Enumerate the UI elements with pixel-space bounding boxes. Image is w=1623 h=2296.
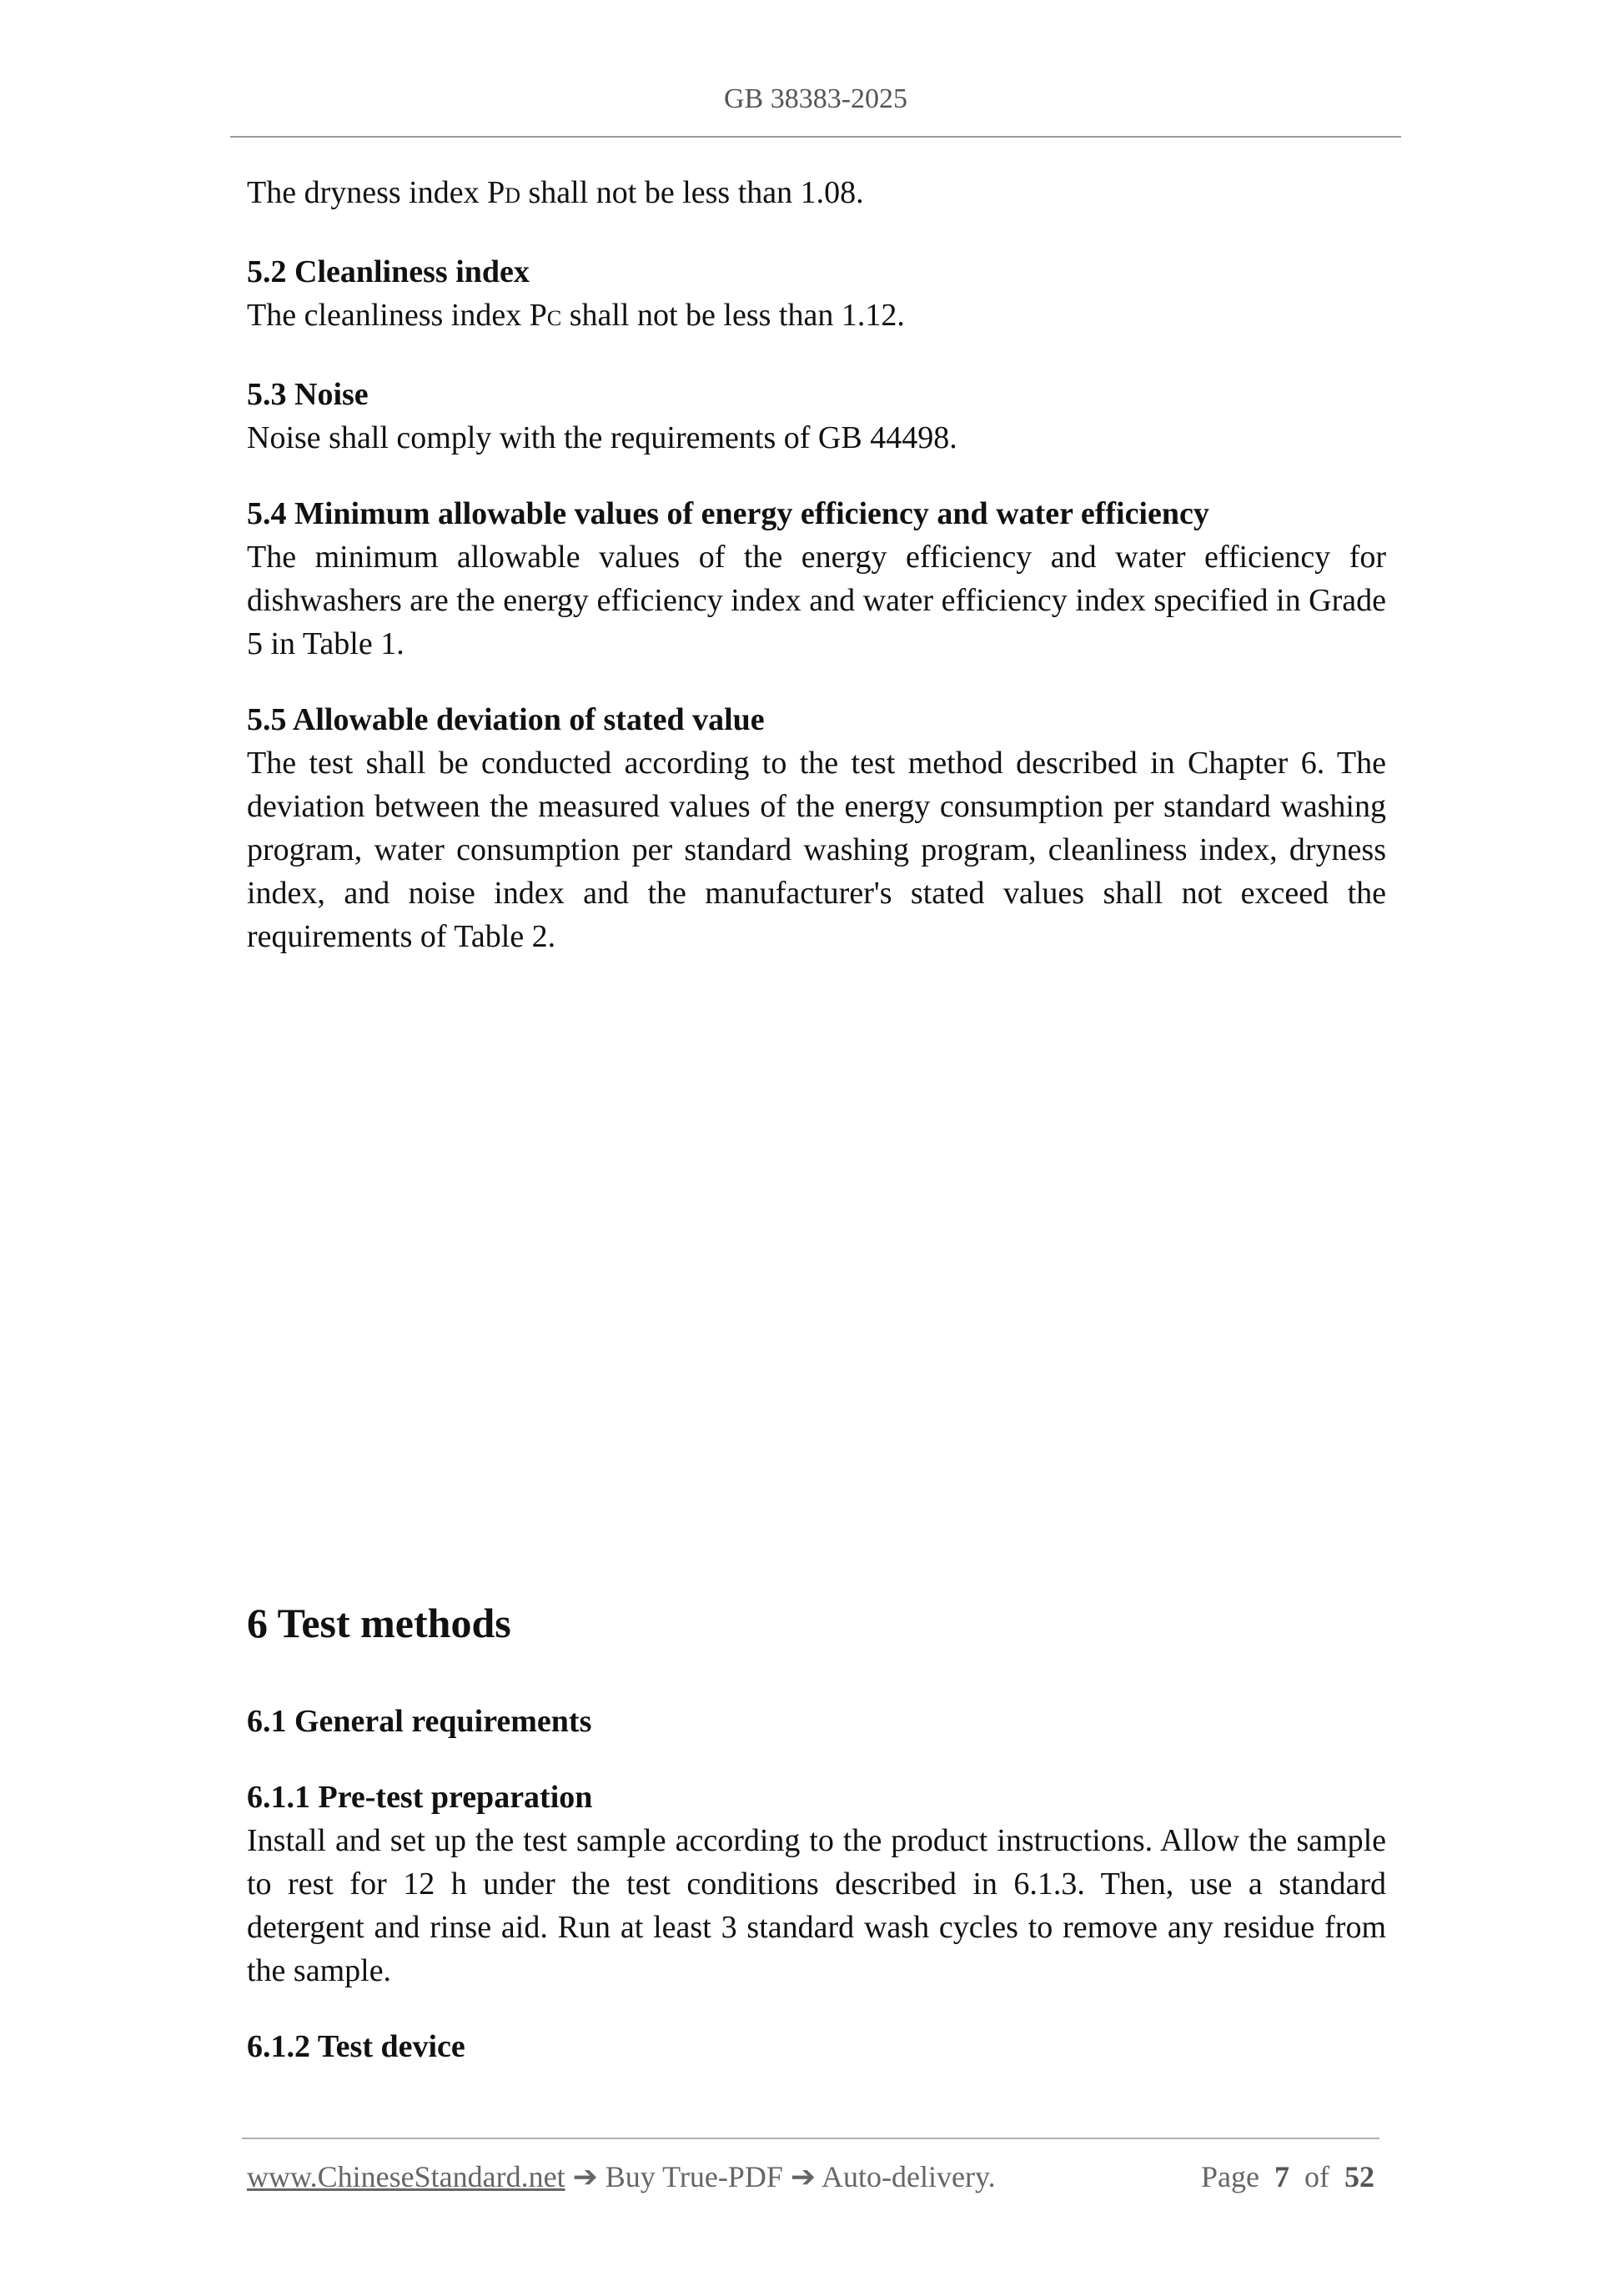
noise-paragraph: Noise shall comply with the requirements of GB 44498. — [247, 420, 957, 455]
pretest-paragraph: Install and set up the test sample according to the product instructions. Allow the sample to rest for 12 h under the test conditions described in 6.1.3. Then, use a standard detergent and rinse aid. Run at least 3 standard wash cycles to remove any residue from the sample. — [247, 1823, 1386, 1988]
standard-id: GB 38383-2025 — [723, 83, 908, 114]
dryness-text-post: shall not be less than 1.08. — [520, 175, 864, 210]
heading-5-3: 5.3 Noise — [247, 377, 369, 412]
buy-text: Buy True-PDF — [605, 2160, 783, 2193]
page-current: 7 — [1274, 2160, 1289, 2193]
footer-divider — [242, 2138, 1379, 2139]
document-body-5 — [247, 171, 1386, 958]
dryness-text-pre: The dryness index P — [247, 175, 505, 210]
deviation-paragraph: The test shall be conducted according to the test method described in Chapter 6. The deviation between the measured values of the energy consumption per standard washing program, water consumption per standard washing program, cleanliness index, dryness index, and noise index and the manufacturer's stated values shall not exceed the requirements of Table 2. — [247, 746, 1386, 954]
page-total: 52 — [1344, 2160, 1374, 2193]
clean-text-pre: The cleanliness index P — [247, 298, 547, 333]
dryness-paragraph — [247, 171, 1386, 218]
arrow-icon: ➔ — [790, 2160, 817, 2193]
min-values-paragraph: The minimum allowable values of the energy efficiency and water efficiency for dishwashers are the energy efficiency index and water efficiency index specified in Grade 5 in Table 1. — [247, 540, 1386, 661]
arrow-icon: ➔ — [572, 2160, 598, 2193]
heading-5-4: 5.4 Minimum allowable values of energy efficiency and water efficiency — [247, 496, 1209, 531]
clean-text-post: shall not be less than 1.12. — [561, 298, 905, 333]
document-body-6 — [247, 1700, 1386, 2068]
page-number — [1201, 2158, 1374, 2195]
heading-5-2: 5.2 Cleanliness index — [247, 254, 530, 289]
heading-6-1: 6.1 General requirements — [247, 1704, 592, 1739]
header-divider — [230, 136, 1401, 138]
of-word: of — [1304, 2160, 1329, 2193]
page-word: Page — [1201, 2160, 1259, 2193]
chapter-6-title: 6 Test methods — [247, 1600, 511, 1646]
cleanliness-paragraph — [247, 294, 1386, 340]
clean-subscript: C — [546, 306, 562, 330]
page-header — [230, 83, 1401, 115]
heading-6-1-2: 6.1.2 Test device — [247, 2029, 465, 2064]
heading-5-5: 5.5 Allowable deviation of stated value — [247, 702, 765, 737]
site-link[interactable]: www.ChineseStandard.net — [247, 2160, 565, 2193]
delivery-text: Auto-delivery. — [822, 2160, 996, 2193]
footer-promo — [247, 2158, 996, 2195]
heading-6-1-1: 6.1.1 Pre-test preparation — [247, 1780, 593, 1815]
dryness-subscript: D — [505, 183, 521, 208]
